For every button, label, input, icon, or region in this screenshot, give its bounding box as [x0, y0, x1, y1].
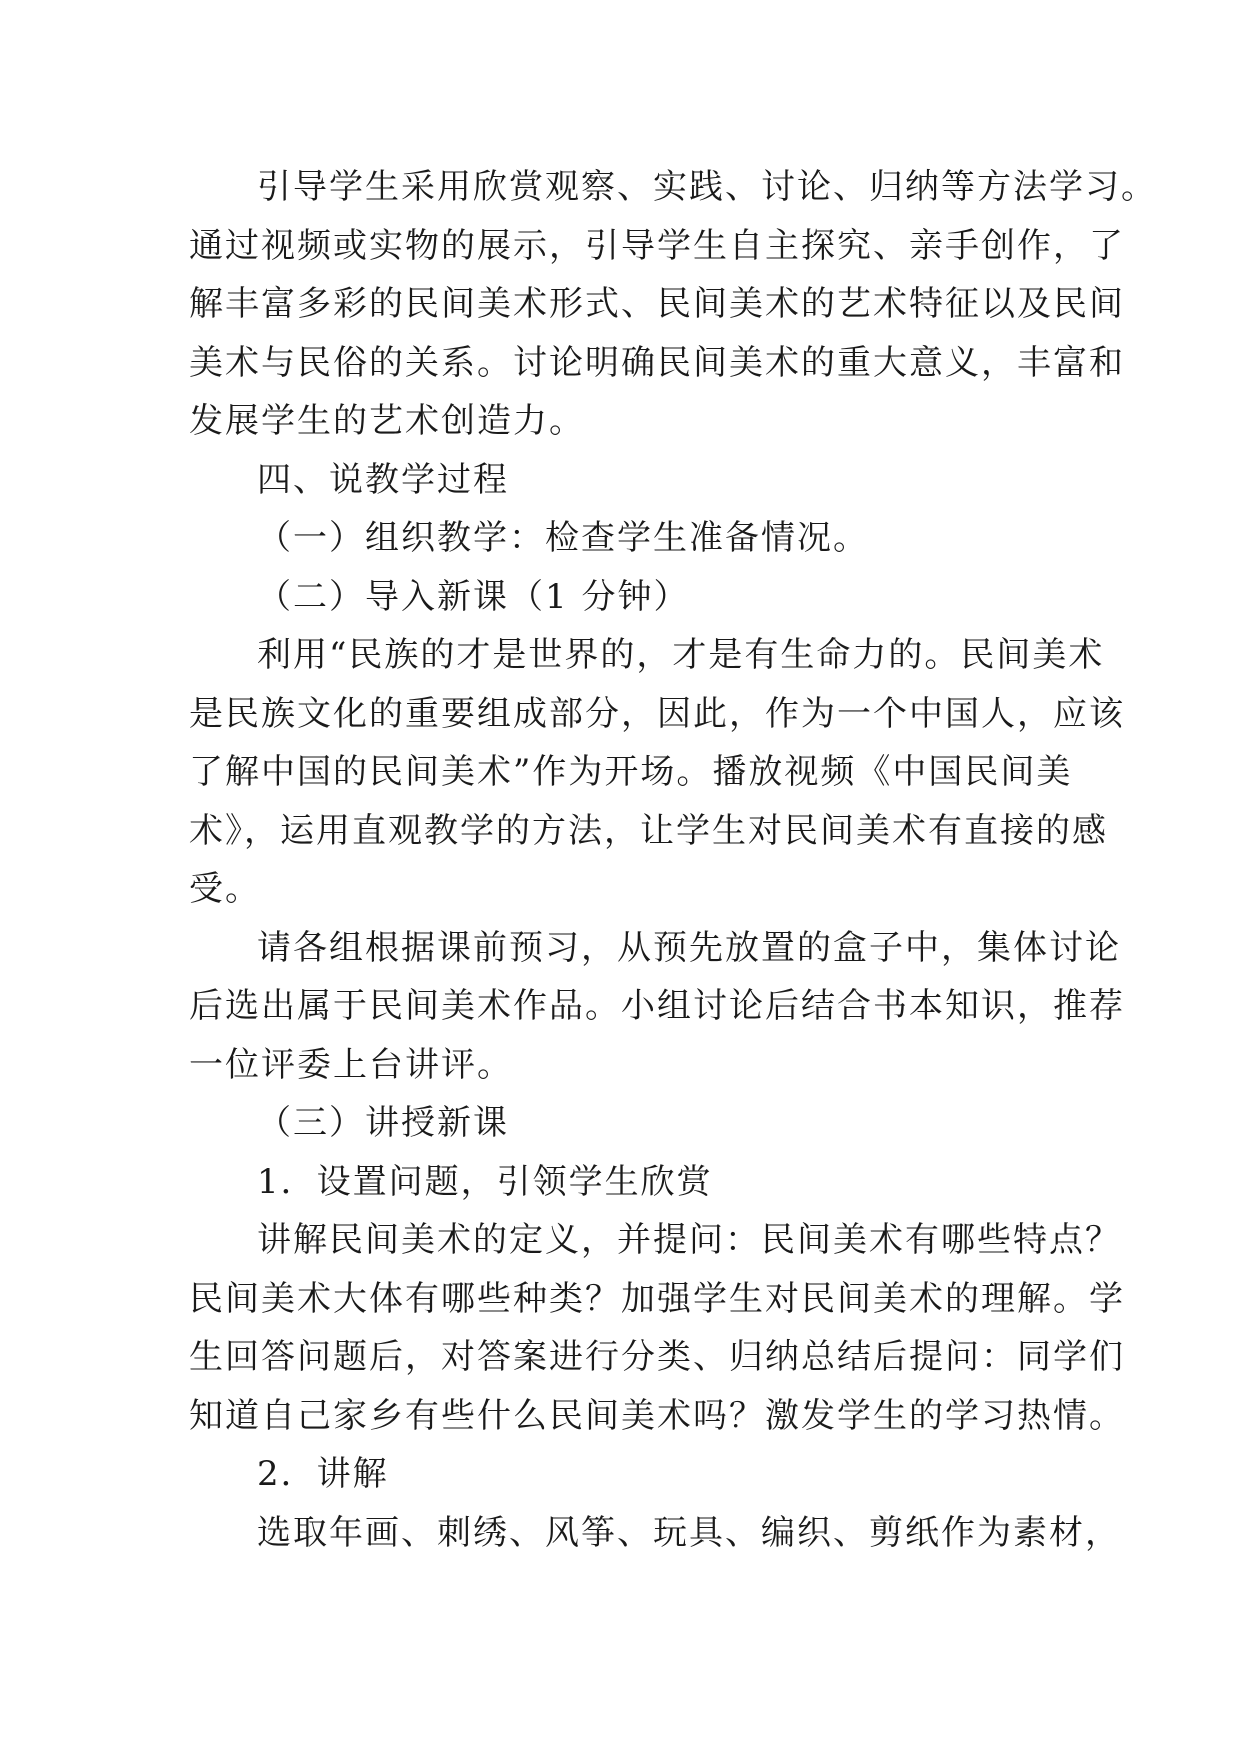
text-line: 生回答问题后，对答案进行分类、归纳总结后提问：同学们 [189, 1337, 1125, 1377]
subsection-heading: （三）讲授新课 [257, 1103, 509, 1143]
text-line: 请各组根据课前预习，从预先放置的盒子中，集体讨论 [257, 927, 1121, 968]
text-line: 美术与民俗的关系。讨论明确民间美术的重大意义，丰富和 [189, 342, 1125, 383]
numbered-heading: 1．设置问题，引领学生欣赏 [257, 1161, 713, 1202]
text-line: 术》，运用直观教学的方法，让学生对民间美术有直接的感 [189, 810, 1108, 851]
text-line: 讲解民间美术的定义，并提问：民间美术有哪些特点？ [257, 1220, 1121, 1260]
subsection-heading: （二）导入新课（1 分钟） [257, 576, 690, 617]
text-line: 引导学生采用欣赏观察、实践、讨论、归纳等方法学习。 [257, 167, 1157, 207]
subsection-heading: （一）组织教学：检查学生准备情况。 [257, 518, 869, 558]
text-line: 是民族文化的重要组成部分，因此，作为一个中国人，应该 [189, 693, 1125, 734]
document-body [189, 158, 1157, 1562]
text-line: 利用“民族的才是世界的，才是有生命力的。民间美术 [257, 635, 1105, 675]
text-line: 通过视频或实物的展示，引导学生自主探究、亲手创作，了 [189, 225, 1125, 266]
numbered-heading: 2．讲解 [257, 1454, 389, 1494]
text-line: 后选出属于民间美术作品。小组讨论后结合书本知识，推荐 [189, 986, 1125, 1026]
section-heading: 四、说教学过程 [257, 459, 509, 500]
text-line: 了解中国的民间美术”作为开场。播放视频《中国民间美 [189, 752, 1073, 792]
text-line: 民间美术大体有哪些种类？加强学生对民间美术的理解。学 [189, 1278, 1125, 1319]
text-line: 发展学生的艺术创造力。 [189, 401, 585, 441]
text-line: 知道自己家乡有些什么民间美术吗？激发学生的学习热情。 [189, 1395, 1125, 1436]
text-line: 解丰富多彩的民间美术形式、民间美术的艺术特征以及民间 [189, 284, 1125, 324]
text-line: 一位评委上台讲评。 [189, 1044, 513, 1085]
text-line: 选取年画、刺绣、风筝、玩具、编织、剪纸作为素材， [257, 1512, 1121, 1553]
text-line: 受。 [189, 869, 261, 909]
